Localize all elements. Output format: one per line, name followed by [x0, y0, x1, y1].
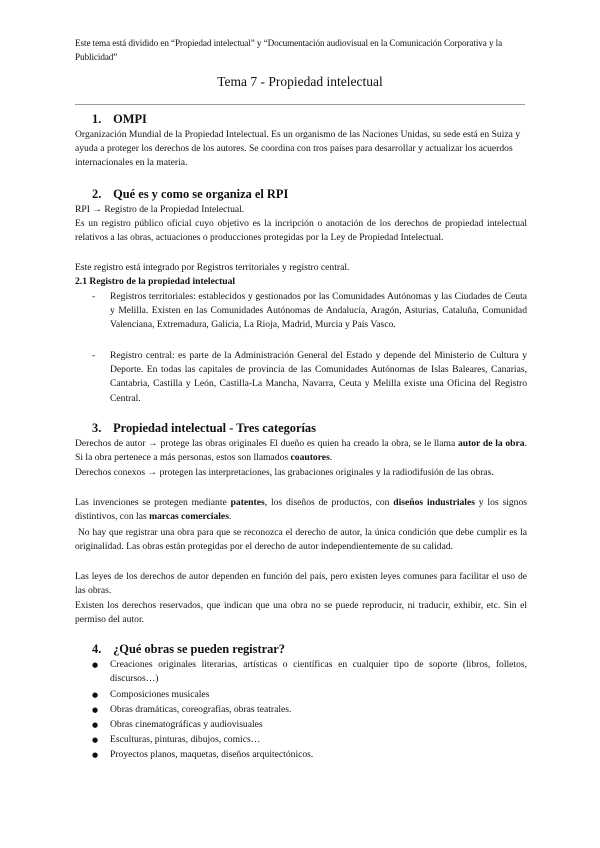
- dash-marker: -: [92, 350, 96, 361]
- section-2-title: Qué es y como se organiza el RPI: [113, 187, 289, 201]
- section-3-heading: [92, 421, 316, 436]
- section-4-title: ¿Qué obras se pueden registrar?: [113, 642, 285, 656]
- dash-marker: -: [92, 291, 96, 302]
- bullet-icon: ●: [92, 736, 99, 744]
- section-2-number: 2.: [92, 187, 102, 201]
- bullet-icon: ●: [92, 751, 99, 759]
- title-divider: [75, 104, 525, 105]
- section-1-title: OMPI: [113, 112, 147, 126]
- subsection-2-1-title: 2.1 Registro de la propiedad intelectual: [75, 276, 236, 287]
- intro-note: Este tema está dividido en “Propiedad intelectual” y “Documentación audiovisual en la Comunicación Corporativa y la Publicidad”: [75, 38, 503, 62]
- section-1-heading: [92, 112, 147, 127]
- section-3-title: Propiedad intelectual - Tres categorías: [113, 421, 316, 435]
- page-title: Tema 7 - Propiedad intelectual: [217, 74, 383, 89]
- leyes-derechos-text: Las leyes de los derechos de autor dependen en función del país, pero existen leyes comunes para facilitar el uso de las obras.: [75, 571, 527, 597]
- section-2-heading: [92, 187, 288, 202]
- list-item: ● Obras cinematográficas y audiovisuales: [92, 718, 527, 732]
- list-item: ● Composiciones musicales: [92, 688, 527, 702]
- list-item: ● Esculturas, pinturas, dibujos, comics…: [92, 733, 527, 747]
- list-item: ● Creaciones originales literarias, artísticas o científicas en cualquier tipo de soporte (libros, folletos, discursos…): [92, 659, 527, 685]
- invenciones-text: Las invenciones se protegen mediante patentes, los diseños de productos, con diseños industriales y los signos distintivos, con las marcas comerciales.: [75, 497, 527, 523]
- section-1-number: 1.: [92, 112, 102, 126]
- rpi-structure: Este registro está integrado por Registros territoriales y registro central.: [75, 262, 350, 273]
- bullet-icon: ●: [92, 706, 99, 714]
- registro-originalidad-text: No hay que registrar una obra para que se reconozca el derecho de autor, la única condición que debe cumplir es la originalidad. Las obras están protegidas por el derecho de autor independientemente de su calidad.: [75, 527, 530, 553]
- list-item: [92, 290, 527, 333]
- section-4-heading: [92, 642, 285, 657]
- list-item: ● Obras dramáticas, coreografías, obras teatrales.: [92, 703, 527, 717]
- bullet-icon: ●: [92, 661, 99, 669]
- derechos-conexos-text: Derechos conexos → protegen las interpretaciones, las grabaciones originales y la radiodifusión de las obras.: [75, 467, 494, 478]
- section-1-text: Organización Mundial de la Propiedad Intelectual. Es un organismo de las Naciones Unidas, su sede está en Suiza y ayuda a proteger los derechos de los autores. Se coordina con tros países para desarrollar y actualizar los acuerdos internacionales en la materia.: [75, 129, 521, 169]
- registros-territoriales-text: Registros territoriales: establecidos y gestionados por las Comunidades Autónomas y las Ciudades de Ceuta y Melilla. Existen en las Comunidades Autónomas de Andalucía, Aragón, Asturias, Cataluña, Comunidad Valenciana, Extremadura, Galicia, La Rioja, Madrid, Murcia y País Vasco.: [110, 291, 527, 331]
- list-item: [92, 349, 527, 406]
- bullet-icon: ●: [92, 691, 99, 699]
- section-3-number: 3.: [92, 421, 102, 435]
- rpi-definition: RPI → Registro de la Propiedad Intelectual.: [75, 204, 245, 215]
- registro-central-text: Registro central: es parte de la Administración General del Estado y depende del Ministerio de Cultura y Deporte. En todas las capitales de provincia de las Comunidades Autónomas de Islas Baleares, Canarias, Cantabria, Castilla y León, Castilla-La Mancha, Navarra, Ceuta y Melilla existe una Oficina del Registro Central.: [110, 350, 527, 404]
- derechos-de-autor-text: Derechos de autor → protege las obras originales El dueño es quien ha creado la obra, se le llama autor de la obra. Si la obra pertenece a más personas, estos son llamados coautores.: [75, 438, 527, 464]
- bullet-icon: ●: [92, 721, 99, 729]
- rpi-description: Es un registro público oficial cuyo objetivo es la incripción o anotación de los derechos de propiedad intelectual relativos a las obras, actuaciones o producciones protegidas por la Ley de Propiedad Intelectual.: [75, 218, 527, 244]
- list-item: ● Proyectos planos, maquetas, diseños arquitectónicos.: [92, 748, 527, 762]
- derechos-reservados-text: Existen los derechos reservados, que indican que una obra no se puede reproducir, ni traducir, exhibir, etc. Sin el permiso del autor.: [75, 600, 527, 626]
- section-4-number: 4.: [92, 642, 102, 656]
